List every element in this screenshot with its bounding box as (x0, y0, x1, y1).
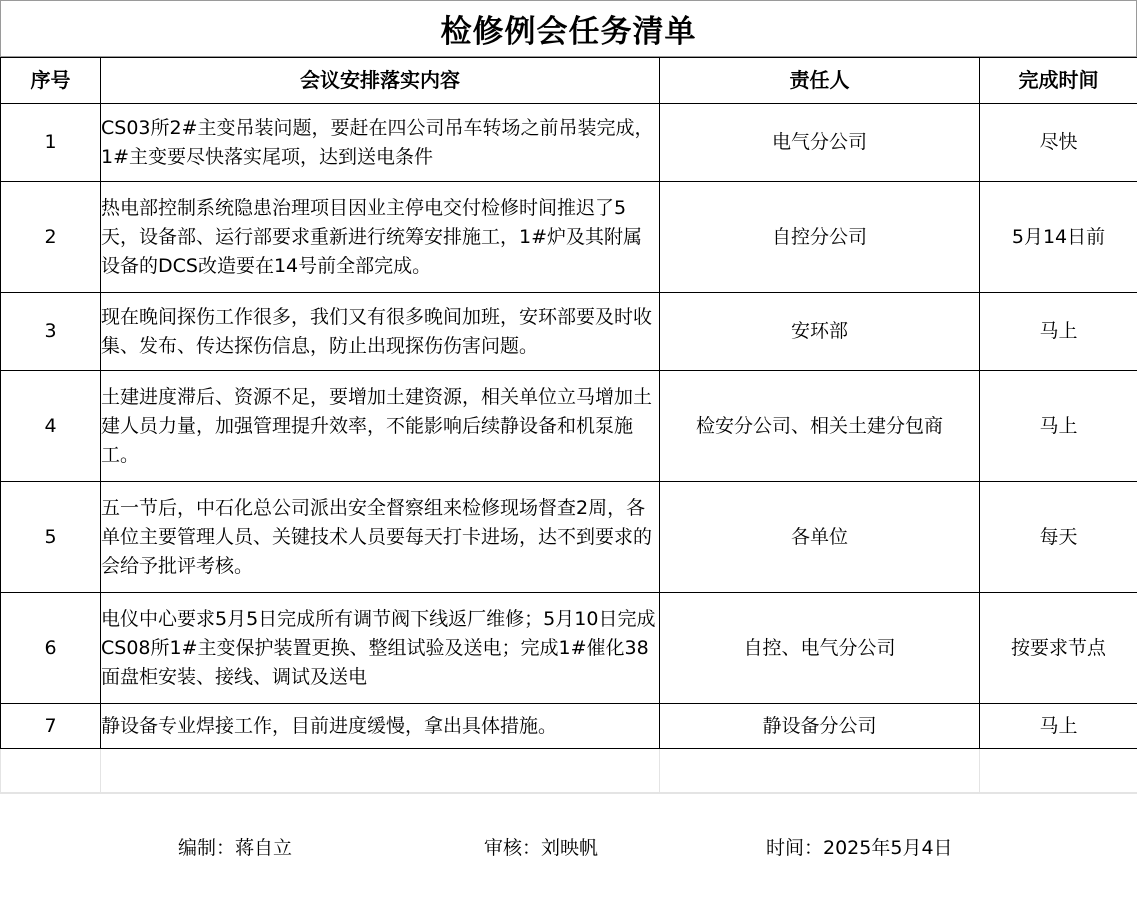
task-table (0, 57, 1137, 794)
row-deadline: 马上 (980, 704, 1137, 749)
row-no: 1 (1, 104, 101, 182)
row-owner: 自控分公司 (660, 182, 980, 293)
row-content: 静设备专业焊接工作，目前进度缓慢，拿出具体措施。 (101, 704, 660, 749)
reviewer-label: 审核：刘映帆 (484, 835, 598, 861)
signature-footer (0, 792, 1137, 905)
row-deadline: 马上 (980, 371, 1137, 482)
row-content: 电仪中心要求5月5日完成所有调节阀下线返厂维修；5月10日完成CS08所1#主变保护装置更换、整组试验及送电；完成1#催化38面盘柜安装、接线、调试及送电 (101, 593, 660, 704)
sheet-title: 检修例会任务清单 (0, 0, 1137, 57)
row-deadline: 尽快 (980, 104, 1137, 182)
row-no: 3 (1, 293, 101, 371)
date-label: 时间：2025年5月4日 (766, 835, 953, 861)
row-owner: 安环部 (660, 293, 980, 371)
empty-row (1, 749, 1137, 794)
header-deadline: 完成时间 (980, 58, 1137, 104)
row-deadline: 按要求节点 (980, 593, 1137, 704)
row-no: 2 (1, 182, 101, 293)
header-owner: 责任人 (660, 58, 980, 104)
row-content: 土建进度滞后、资源不足，要增加土建资源，相关单位立马增加土建人员力量，加强管理提升效率，不能影响后续静设备和机泵施工。 (101, 371, 660, 482)
header-content: 会议安排落实内容 (101, 58, 660, 104)
row-deadline: 5月14日前 (980, 182, 1137, 293)
row-deadline: 每天 (980, 482, 1137, 593)
row-owner: 检安分公司、相关土建分包商 (660, 371, 980, 482)
row-no: 5 (1, 482, 101, 593)
row-content: 现在晚间探伤工作很多，我们又有很多晚间加班，安环部要及时收集、发布、传达探伤信息，防止出现探伤伤害问题。 (101, 293, 660, 371)
empty-cell (980, 749, 1137, 794)
row-owner: 自控、电气分公司 (660, 593, 980, 704)
table-row (1, 371, 1137, 482)
table-row (1, 104, 1137, 182)
row-no: 6 (1, 593, 101, 704)
table-row (1, 593, 1137, 704)
table-row (1, 704, 1137, 749)
header-row (1, 58, 1137, 104)
table-row (1, 182, 1137, 293)
row-deadline: 马上 (980, 293, 1137, 371)
row-no: 4 (1, 371, 101, 482)
table-row (1, 482, 1137, 593)
empty-cell (660, 749, 980, 794)
row-owner: 电气分公司 (660, 104, 980, 182)
row-no: 7 (1, 704, 101, 749)
table-row (1, 293, 1137, 371)
header-no: 序号 (1, 58, 101, 104)
row-content: 热电部控制系统隐患治理项目因业主停电交付检修时间推迟了5天，设备部、运行部要求重新进行统筹安排施工，1#炉及其附属设备的DCS改造要在14号前全部完成。 (101, 182, 660, 293)
row-owner: 静设备分公司 (660, 704, 980, 749)
editor-label: 编制：蒋自立 (178, 835, 292, 861)
row-content: CS03所2#主变吊装问题，要赶在四公司吊车转场之前吊装完成，1#主变要尽快落实尾项，达到送电条件 (101, 104, 660, 182)
empty-cell (101, 749, 660, 794)
row-owner: 各单位 (660, 482, 980, 593)
empty-cell (1, 749, 101, 794)
row-content: 五一节后，中石化总公司派出安全督察组来检修现场督查2周，各单位主要管理人员、关键技术人员要每天打卡进场，达不到要求的会给予批评考核。 (101, 482, 660, 593)
